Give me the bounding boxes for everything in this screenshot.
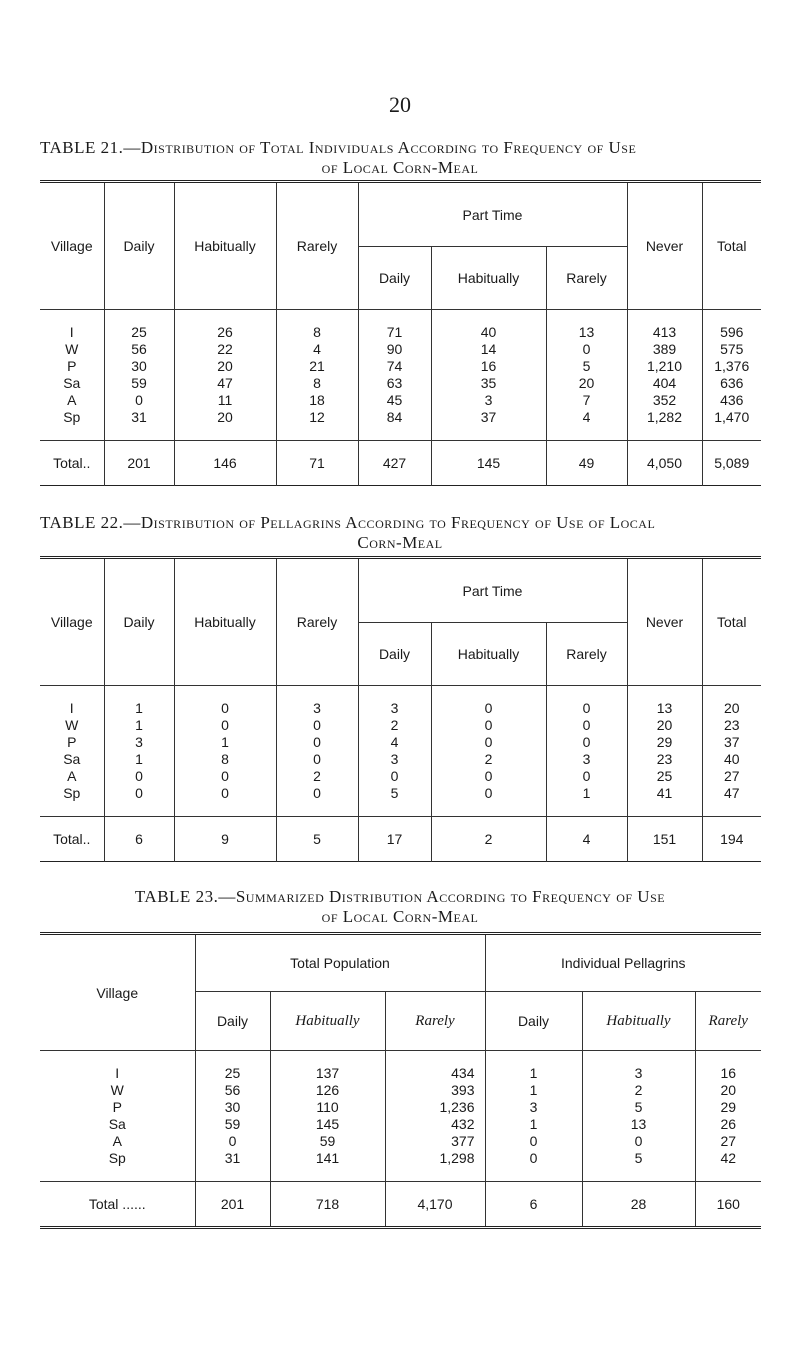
cell: 2 <box>431 817 546 862</box>
cell: 3 <box>313 700 321 716</box>
cell: 7 <box>582 392 591 408</box>
cell: 35 <box>480 375 497 391</box>
cell: 28 <box>582 1182 695 1228</box>
pt-habitually-column <box>431 310 546 441</box>
never-column <box>627 686 702 817</box>
cell: 3 <box>135 734 143 750</box>
cell: Sa <box>63 751 81 767</box>
cell: 389 <box>652 341 677 357</box>
cell: 71 <box>276 441 358 486</box>
cell: 0 <box>135 785 143 801</box>
cell: Sp <box>63 409 81 425</box>
cell: 31 <box>131 409 147 425</box>
cell: 5 <box>634 1099 643 1115</box>
cell: 1 <box>135 751 143 767</box>
totals-label: Total.. <box>40 441 104 486</box>
ip-habitually-column <box>582 1051 695 1182</box>
pt-daily-column <box>358 310 431 441</box>
col-pt-rarely-header: Rarely <box>546 247 627 310</box>
cell: Sp <box>63 785 81 801</box>
cell: 1,298 <box>439 1150 475 1166</box>
cell: 1 <box>135 717 143 733</box>
cell: 0 <box>582 768 591 784</box>
cell: 22 <box>217 341 233 357</box>
cell: A <box>67 768 77 784</box>
cell: 1,282 <box>646 409 683 425</box>
cell: 5 <box>634 1150 643 1166</box>
cell: 0 <box>582 734 591 750</box>
cell: 3 <box>634 1065 643 1081</box>
cell: 59 <box>319 1133 336 1149</box>
col-pt-habitually-header: Habitually <box>431 247 546 310</box>
cell: 0 <box>484 700 493 716</box>
cell: W <box>110 1082 124 1098</box>
col-pt-rarely-header: Rarely <box>546 623 627 686</box>
cell: 11 <box>217 392 233 408</box>
table-22-caption-line1: TABLE 22.—Distribution of Pellagrins According to Frequency of Use of Local <box>40 513 656 532</box>
cell: P <box>112 1099 122 1115</box>
cell: 4 <box>582 409 591 425</box>
col-pt-daily-header: Daily <box>358 247 431 310</box>
cell: 30 <box>224 1099 241 1115</box>
part-time-header: Part Time <box>358 182 627 247</box>
cell: 0 <box>135 768 143 784</box>
cell: 45 <box>386 392 403 408</box>
cell: 0 <box>582 700 591 716</box>
cell: 413 <box>652 324 677 340</box>
habitually-column <box>174 686 276 817</box>
cell: 25 <box>224 1065 241 1081</box>
cell: 201 <box>104 441 174 486</box>
cell: 40 <box>480 324 497 340</box>
table-23-caption <box>40 887 760 927</box>
cell: 432 <box>451 1116 475 1132</box>
col-village-header: Village <box>50 238 93 254</box>
cell: 2 <box>313 768 321 784</box>
cell: Sp <box>108 1150 126 1166</box>
cell: 8 <box>313 375 321 391</box>
cell: 3 <box>390 700 399 716</box>
cell: 4 <box>546 817 627 862</box>
cell: 1,376 <box>714 358 750 374</box>
table-22-caption <box>40 513 760 553</box>
cell: 47 <box>217 375 233 391</box>
cell: 0 <box>313 751 321 767</box>
cell: 56 <box>131 341 147 357</box>
cell: 436 <box>720 392 744 408</box>
page-number: 20 <box>389 92 411 117</box>
individual-pellagrins-header: Individual Pellagrins <box>485 934 761 992</box>
total-population-header: Total Population <box>195 934 485 992</box>
cell: 3 <box>529 1099 538 1115</box>
pt-daily-column <box>358 686 431 817</box>
col-tp-habitually-header: Habitually <box>270 992 385 1051</box>
cell: 1 <box>221 734 229 750</box>
cell: 17 <box>358 817 431 862</box>
cell: 3 <box>582 751 591 767</box>
cell: 0 <box>313 785 321 801</box>
totals-label: Total ...... <box>40 1182 195 1228</box>
cell: 0 <box>529 1150 538 1166</box>
table-23 <box>40 932 761 1229</box>
cell: A <box>112 1133 122 1149</box>
col-never-header: Never <box>627 182 702 310</box>
never-column <box>627 310 702 441</box>
cell: 40 <box>723 751 740 767</box>
village-column <box>40 1051 195 1182</box>
cell: 12 <box>309 409 325 425</box>
cell: W <box>65 717 79 733</box>
total-column <box>702 686 761 817</box>
cell: 29 <box>656 734 673 750</box>
col-ip-daily-header: Daily <box>485 992 582 1051</box>
cell: 151 <box>627 817 702 862</box>
ip-rarely-column <box>695 1051 761 1182</box>
cell: I <box>115 1065 120 1081</box>
tp-rarely-column <box>385 1051 485 1182</box>
totals-row <box>40 1182 761 1228</box>
cell: 20 <box>217 409 233 425</box>
cell: 56 <box>224 1082 241 1098</box>
col-tp-daily-header: Daily <box>195 992 270 1051</box>
cell: 31 <box>224 1150 241 1166</box>
cell: 27 <box>720 1133 737 1149</box>
col-pt-daily-header: Daily <box>358 623 431 686</box>
cell: 2 <box>390 717 399 733</box>
cell: 37 <box>723 734 740 750</box>
cell: 27 <box>723 768 740 784</box>
cell: 47 <box>723 785 740 801</box>
cell: 25 <box>656 768 673 784</box>
cell: 2 <box>484 751 493 767</box>
cell: 0 <box>582 341 591 357</box>
cell: 42 <box>720 1150 737 1166</box>
cell: 0 <box>221 785 229 801</box>
cell: P <box>67 734 77 750</box>
cell: 13 <box>578 324 595 340</box>
cell: 137 <box>315 1065 340 1081</box>
daily-column <box>104 310 174 441</box>
cell: 3 <box>484 392 493 408</box>
cell: 49 <box>546 441 627 486</box>
cell: 5 <box>582 358 591 374</box>
cell: 110 <box>316 1099 339 1115</box>
cell: 84 <box>386 409 403 425</box>
cell: 23 <box>656 751 673 767</box>
cell: 0 <box>135 392 143 408</box>
cell: 596 <box>720 324 744 340</box>
cell: 0 <box>221 717 229 733</box>
cell: 5,089 <box>702 441 761 486</box>
table-23-caption-line1: TABLE 23.—Summarized Distribution According to Frequency of Use <box>134 887 666 906</box>
tp-daily-column <box>195 1051 270 1182</box>
cell: 63 <box>386 375 403 391</box>
cell: 74 <box>386 358 403 374</box>
cell: 20 <box>720 1082 737 1098</box>
cell: 201 <box>195 1182 270 1228</box>
pt-rarely-column <box>546 310 627 441</box>
col-pt-habitually-header: Habitually <box>431 623 546 686</box>
table-21-caption-line1: TABLE 21.—Distribution of Total Individuals According to Frequency of Use <box>40 138 637 157</box>
cell: 145 <box>315 1116 340 1132</box>
cell: 20 <box>723 700 740 716</box>
cell: 4,170 <box>385 1182 485 1228</box>
cell: 13 <box>630 1116 647 1132</box>
cell: 4 <box>390 734 399 750</box>
cell: 1 <box>529 1082 538 1098</box>
cell: 20 <box>217 358 233 374</box>
cell: 59 <box>131 375 147 391</box>
cell: 434 <box>451 1065 475 1081</box>
cell: 141 <box>315 1150 340 1166</box>
col-total-header: Total <box>702 182 761 310</box>
cell: 1 <box>529 1116 538 1132</box>
col-never-header: Never <box>627 558 702 686</box>
col-daily-header: Daily <box>104 558 174 686</box>
cell: 0 <box>582 717 591 733</box>
cell: 160 <box>695 1182 761 1228</box>
pt-rarely-column <box>546 686 627 817</box>
cell: 71 <box>386 324 403 340</box>
totals-row <box>40 441 761 486</box>
cell: Sa <box>108 1116 126 1132</box>
cell: 30 <box>131 358 147 374</box>
total-column <box>702 310 761 441</box>
cell: 9 <box>174 817 276 862</box>
cell: 636 <box>720 375 744 391</box>
col-ip-habitually-header: Habitually <box>582 992 695 1051</box>
cell: 0 <box>313 717 321 733</box>
col-habitually-header: Habitually <box>174 558 276 686</box>
part-time-header: Part Time <box>358 558 627 623</box>
habitually-column <box>174 310 276 441</box>
cell: 718 <box>270 1182 385 1228</box>
cell: 26 <box>217 324 233 340</box>
cell: 2 <box>634 1082 643 1098</box>
cell: 23 <box>723 717 740 733</box>
cell: 1 <box>529 1065 538 1081</box>
cell: 393 <box>451 1082 475 1098</box>
cell: 0 <box>484 717 493 733</box>
cell: 146 <box>174 441 276 486</box>
cell: 16 <box>720 1065 737 1081</box>
cell: 21 <box>309 358 325 374</box>
cell: 3 <box>390 751 399 767</box>
table-21 <box>40 180 761 486</box>
col-ip-rarely-header: Rarely <box>695 992 761 1051</box>
cell: Sa <box>63 375 81 391</box>
cell: 6 <box>485 1182 582 1228</box>
cell: 0 <box>529 1133 538 1149</box>
rarely-column <box>276 686 358 817</box>
cell: 14 <box>480 341 497 357</box>
cell: P <box>67 358 77 374</box>
cell: 41 <box>656 785 673 801</box>
cell: 0 <box>484 734 493 750</box>
cell: 0 <box>484 768 493 784</box>
cell: I <box>69 324 74 340</box>
cell: 575 <box>720 341 744 357</box>
col-village-header: Village <box>96 984 139 1001</box>
cell: 1 <box>135 700 143 716</box>
cell: 352 <box>652 392 677 408</box>
cell: 1,470 <box>714 409 750 425</box>
cell: 126 <box>315 1082 340 1098</box>
col-daily-header: Daily <box>104 182 174 310</box>
cell: 5 <box>390 785 399 801</box>
totals-row <box>40 817 761 862</box>
cell: 1,236 <box>439 1099 475 1115</box>
cell: 1,210 <box>646 358 683 374</box>
cell: 194 <box>702 817 761 862</box>
village-column <box>40 310 104 441</box>
table-22-caption-line2: Corn-Meal <box>357 533 443 552</box>
cell: 20 <box>578 375 595 391</box>
cell: 5 <box>276 817 358 862</box>
daily-column <box>104 686 174 817</box>
cell: 0 <box>228 1133 237 1149</box>
cell: 0 <box>221 700 229 716</box>
tp-habitually-column <box>270 1051 385 1182</box>
col-village-header: Village <box>50 614 93 630</box>
village-column <box>40 686 104 817</box>
cell: 8 <box>313 324 321 340</box>
cell: 0 <box>221 768 229 784</box>
col-rarely-header: Rarely <box>276 558 358 686</box>
cell: 4 <box>313 341 321 357</box>
cell: 404 <box>652 375 677 391</box>
cell: 16 <box>480 358 497 374</box>
cell: 90 <box>386 341 403 357</box>
col-total-header: Total <box>702 558 761 686</box>
cell: 59 <box>224 1116 241 1132</box>
ip-daily-column <box>485 1051 582 1182</box>
cell: 377 <box>451 1133 475 1149</box>
cell: 145 <box>431 441 546 486</box>
rarely-column <box>276 310 358 441</box>
cell: 0 <box>313 734 321 750</box>
cell: 37 <box>480 409 497 425</box>
table-21-caption-line2: of Local Corn-Meal <box>321 158 479 177</box>
cell: 13 <box>656 700 673 716</box>
cell: 0 <box>390 768 399 784</box>
table-22 <box>40 556 761 862</box>
col-tp-rarely-header: Rarely <box>385 992 485 1051</box>
table-23-caption-line2: of Local Corn-Meal <box>321 907 479 926</box>
cell: 25 <box>131 324 147 340</box>
cell: 6 <box>104 817 174 862</box>
cell: I <box>69 700 74 716</box>
pt-habitually-column <box>431 686 546 817</box>
totals-label: Total.. <box>40 817 104 862</box>
cell: W <box>65 341 79 357</box>
cell: 427 <box>358 441 431 486</box>
table-21-caption <box>40 138 760 178</box>
cell: A <box>67 392 77 408</box>
cell: 29 <box>720 1099 737 1115</box>
cell: 0 <box>484 785 493 801</box>
col-habitually-header: Habitually <box>174 182 276 310</box>
cell: 26 <box>720 1116 737 1132</box>
col-rarely-header: Rarely <box>276 182 358 310</box>
cell: 8 <box>221 751 229 767</box>
cell: 20 <box>656 717 673 733</box>
cell: 4,050 <box>627 441 702 486</box>
cell: 0 <box>634 1133 643 1149</box>
cell: 1 <box>582 785 591 801</box>
cell: 18 <box>309 392 325 408</box>
